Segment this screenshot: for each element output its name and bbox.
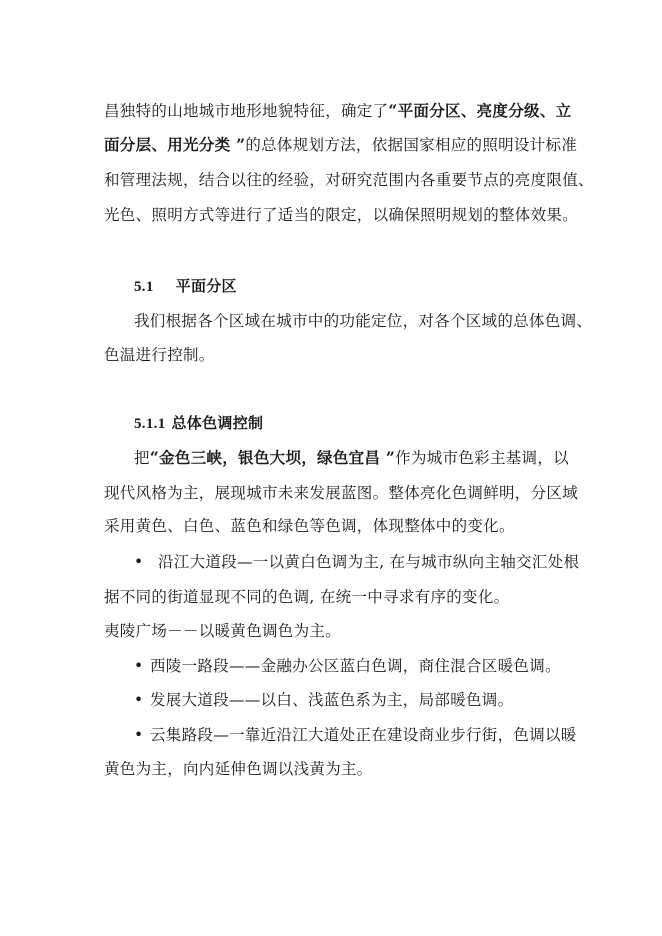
intro-line-2: 面分层、用光分类 ”的总体规划方法，依据国家相应的照明设计标准	[104, 135, 578, 154]
intro-line-4: 光色、照明方式等进行了适当的限定，以确保照明规划的整体效果。	[104, 206, 579, 224]
paragraph-line: 色温进行控制。	[104, 346, 215, 364]
paragraph-line: 采用黄色、白色、蓝色和绿色等色调，体现整体中的变化。	[104, 517, 515, 535]
paragraph-line: 我们根据各个区域在城市中的功能定位，对各个区域的总体色调、	[134, 312, 593, 330]
plain-line: 夷陵广场－－以暖黄色调色为主。	[104, 622, 342, 640]
bullet-icon: •	[134, 691, 144, 709]
emphasis-text: “金色三峡，银色大坝，绿色宜昌 ”	[149, 448, 396, 467]
section-number: 5.1	[134, 279, 154, 295]
bullet-item-4-continued: 黄色为主，向内延伸色调以浅黄为主。	[104, 760, 373, 778]
section-number: 5.1.1	[134, 416, 166, 432]
intro-line-1: 昌独特的山地城市地形地貌特征，确定了“平面分区、亮度分级、立	[104, 101, 572, 120]
bullet-item-1: • 沿江大道段—一以黄白色调为主, 在与城市纵向主轴交汇处根	[134, 553, 580, 571]
section-title: 平面分区	[175, 277, 237, 295]
bullet-item-4: • 云集路段—一靠近沿江大道处正在建设商业步行街，色调以暖	[134, 726, 577, 744]
emphasis-text: “平面分区、亮度分级、立	[388, 101, 572, 120]
section-heading-5-1-1	[134, 412, 263, 435]
bullet-icon: •	[134, 553, 144, 571]
bullet-icon: •	[134, 726, 144, 744]
emphasis-text: 面分层、用光分类 ”	[104, 135, 246, 154]
bullet-icon: •	[134, 657, 144, 675]
bullet-item-3: • 发展大道段——以白、浅蓝色系为主，局部暖色调。	[134, 691, 514, 709]
section-heading-5-1	[134, 275, 237, 298]
intro-line-3: 和管理法规，结合以往的经验，对研究范围内各重要节点的亮度限值、	[104, 171, 594, 189]
bullet-item-1-continued: 据不同的街道显现不同的色调, 在统一中寻求有序的变化。	[104, 588, 510, 606]
paragraph-line: 把“金色三峡，银色大坝，绿色宜昌 ”作为城市色彩主基调，以	[134, 448, 569, 467]
bullet-item-2: • 西陵一路段——金融办公区蓝白色调，商住混合区暖色调。	[134, 657, 561, 675]
paragraph-line: 现代风格为主，展现城市未来发展蓝图。整体亮化色调鲜明，分区域	[104, 484, 579, 502]
section-title: 总体色调控制	[171, 414, 264, 432]
